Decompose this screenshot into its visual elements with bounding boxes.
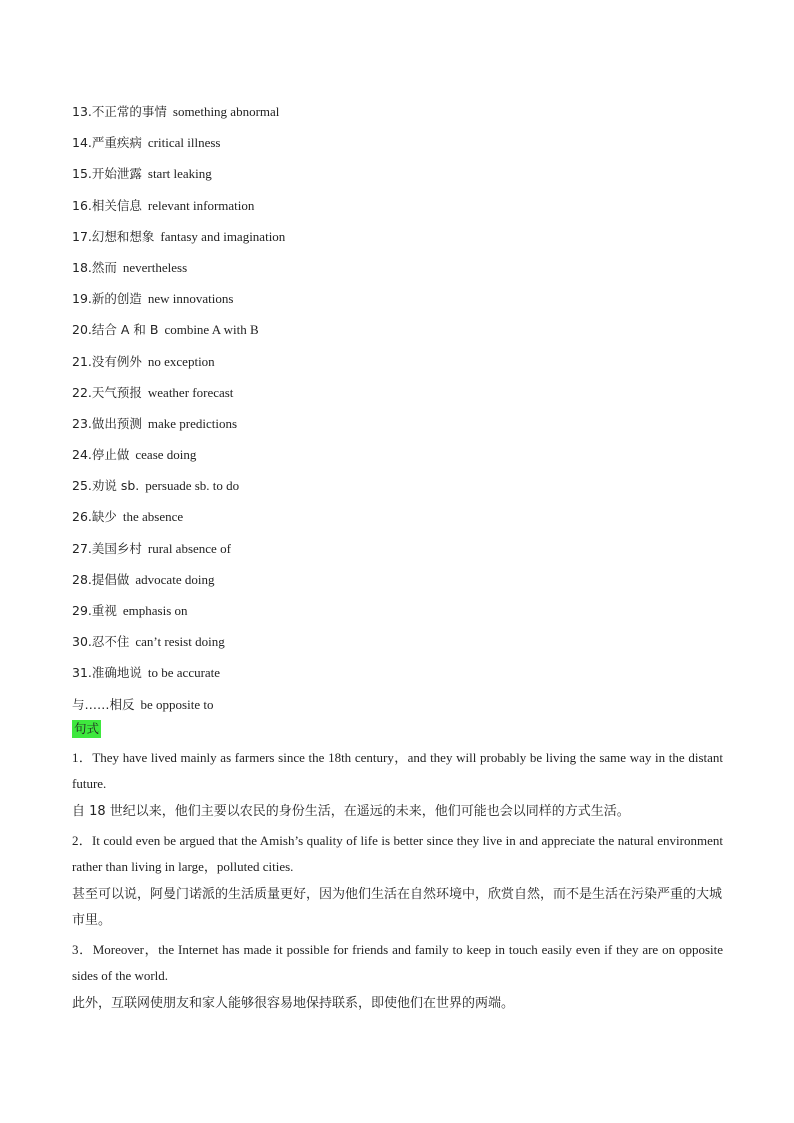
vocab-chinese: 23.做出预测 <box>72 415 142 431</box>
vocab-chinese: 17.幻想和想象 <box>72 228 155 244</box>
list-item <box>72 631 732 662</box>
vocab-chinese: 18.然而 <box>72 259 117 275</box>
list-item <box>72 257 732 288</box>
vocab-english: can’t resist doing <box>135 634 225 650</box>
vocab-chinese: 31.准确地说 <box>72 665 142 681</box>
vocab-chinese: 14.严重疾病 <box>72 135 142 151</box>
vocab-english: nevertheless <box>122 259 188 275</box>
vocab-english: emphasis on <box>122 603 188 618</box>
vocab-english: relevant information <box>147 197 255 213</box>
vocab-english: persuade sb. to do <box>145 478 240 494</box>
sentence-list <box>72 745 723 1020</box>
sentence-english: 3．Moreover，the Internet has made it possible for friends and family to keep in touch easily even if they are on opposite sides of the world. <box>72 942 723 983</box>
list-item <box>72 569 732 600</box>
list-item <box>72 226 732 257</box>
list-item <box>72 694 732 725</box>
list-item <box>72 444 732 475</box>
list-item <box>72 319 732 350</box>
sentence-english: 1．They have lived mainly as farmers since the 18th century，and they will probably be living the same way in the distant future. <box>72 750 723 791</box>
vocab-english: rural absence of <box>147 540 231 556</box>
list-item <box>72 475 732 506</box>
vocab-chinese: 22.天气预报 <box>72 384 142 400</box>
vocab-chinese: 19.新的创造 <box>72 291 142 307</box>
vocab-chinese: 29.重视 <box>72 603 117 618</box>
vocab-chinese: 16.相关信息 <box>72 197 142 213</box>
vocabulary-list <box>72 101 732 725</box>
vocab-chinese: 20.结合 A 和 B <box>72 322 159 338</box>
sentence-chinese: 甚至可以说，阿曼门诺派的生活质量更好，因为他们生活在自然环境中，欣赏自然，而不是生活在污染严重的大城市里。 <box>72 887 723 928</box>
vocab-chinese: 25.劝说 sb. <box>72 478 140 494</box>
list-item <box>72 382 732 413</box>
list-item <box>72 662 732 693</box>
sentence-chinese: 自 18 世纪以来，他们主要以农民的身份生活，在遥远的未来，他们可能也会以同样的方式生活。 <box>72 804 630 819</box>
vocab-chinese: 26.缺少 <box>72 509 117 525</box>
vocab-english: fantasy and imagination <box>160 228 286 244</box>
list-item <box>72 600 732 631</box>
vocab-english: critical illness <box>147 135 221 151</box>
vocab-english: weather forecast <box>147 384 234 400</box>
vocab-english: to be accurate <box>147 665 221 681</box>
list-item <box>72 288 732 319</box>
list-item <box>72 163 732 194</box>
vocab-english: cease doing <box>135 447 197 463</box>
list-item <box>72 101 732 132</box>
list-item <box>72 351 732 382</box>
vocab-chinese: 15.开始泄露 <box>72 166 142 182</box>
vocab-english: make predictions <box>147 415 238 431</box>
list-item <box>72 195 732 226</box>
vocab-chinese: 13.不正常的事情 <box>72 104 167 119</box>
vocab-english: advocate doing <box>135 571 215 587</box>
vocab-english: start leaking <box>147 166 212 182</box>
vocab-english: something abnormal <box>172 104 280 119</box>
vocab-english: combine A with B <box>164 322 259 338</box>
list-item <box>72 506 732 537</box>
list-item <box>72 132 732 163</box>
vocab-chinese: 30.忍不住 <box>72 634 130 650</box>
section-heading-sentence-patterns: 句式 <box>74 721 100 736</box>
vocab-english: be opposite to <box>140 696 214 712</box>
vocab-english: no exception <box>147 353 215 369</box>
vocab-english: the absence <box>122 509 184 525</box>
vocab-english: new innovations <box>147 291 234 307</box>
vocab-chinese: 24.停止做 <box>72 447 130 463</box>
list-item <box>72 538 732 569</box>
list-item <box>72 413 732 444</box>
vocab-chinese: 28.提倡做 <box>72 571 130 587</box>
sentence-chinese: 此外，互联网使朋友和家人能够很容易地保持联系，即使他们在世界的两端。 <box>72 996 515 1011</box>
vocab-chinese: 27.美国乡村 <box>72 540 142 556</box>
vocab-chinese: 与……相反 <box>72 696 135 712</box>
sentence-english: 2．It could even be argued that the Amish’s quality of life is better since they live in and appreciate the natural environment rather than living in large，polluted cities. <box>72 833 723 874</box>
vocab-chinese: 21.没有例外 <box>72 353 142 369</box>
